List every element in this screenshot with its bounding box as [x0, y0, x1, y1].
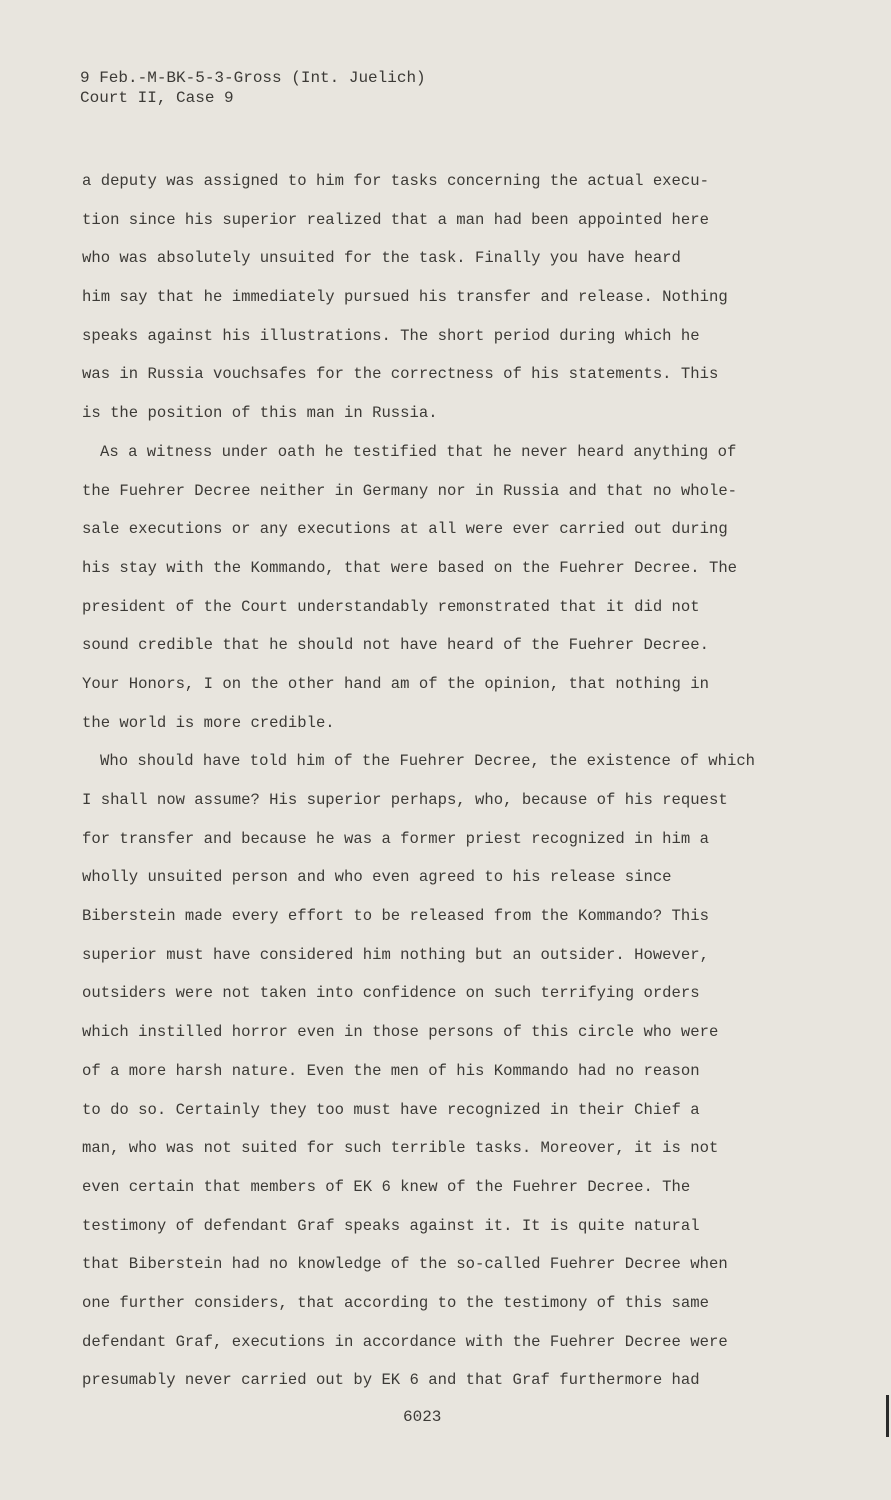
text-line: was in Russia vouchsafes for the correctness of his statements. This: [82, 365, 719, 384]
text-line: presumably never carried out by EK 6 and that Graf furthermore had: [82, 1371, 700, 1390]
document-body: [82, 162, 812, 1400]
text-line: president of the Court understandably remonstrated that it did not: [82, 597, 700, 616]
text-line: the world is more credible.: [82, 713, 335, 732]
text-line: sale executions or any executions at all were ever carried out during: [82, 520, 728, 539]
text-line: a deputy was assigned to him for tasks concerning the actual execu-: [82, 172, 709, 190]
header-line-1: 9 Feb.-M-BK-5-3-Gross (Int. Juelich): [80, 69, 426, 87]
text-line: Biberstein made every effort to be released from the Kommando? This: [82, 907, 709, 926]
header-line-2: Court II, Case 9: [80, 89, 234, 107]
text-line: speaks against his illustrations. The short period during which he: [82, 326, 700, 345]
text-line: sound credible that he should not have heard of the Fuehrer Decree.: [82, 636, 709, 655]
text-line: of a more harsh nature. Even the men of his Kommando had no reason: [82, 1061, 700, 1080]
text-line: his stay with the Kommando, that were based on the Fuehrer Decree. The: [82, 558, 738, 577]
scan-edge-mark: [886, 1395, 889, 1437]
text-line: to do so. Certainly they too must have recognized in their Chief a: [82, 1100, 700, 1119]
text-line: Your Honors, I on the other hand am of the opinion, that nothing in: [82, 674, 709, 693]
text-line: outsiders were not taken into confidence on such terrifying orders: [82, 984, 700, 1003]
document-header: [80, 68, 426, 108]
text-line: is the position of this man in Russia.: [82, 404, 438, 423]
text-line: the Fuehrer Decree neither in Germany nor in Russia and that no whole-: [82, 481, 738, 500]
text-line: tion since his superior realized that a man had been appointed here: [82, 210, 709, 229]
text-line: testimony of defendant Graf speaks against it. It is quite natural: [82, 1216, 700, 1235]
text-line: which instilled horror even in those persons of this circle who were: [82, 1023, 719, 1042]
text-line: As a witness under oath he testified that he never heard anything of: [100, 442, 737, 461]
text-line: man, who was not suited for such terrible tasks. Moreover, it is not: [82, 1139, 719, 1158]
text-line: for transfer and because he was a former priest recognized in him a: [82, 829, 709, 848]
text-line: I shall now assume? His superior perhaps, who, because of his request: [82, 791, 728, 809]
text-line: Who should have told him of the Fuehrer Decree, the existence of which: [100, 752, 756, 771]
text-line: wholly unsuited person and who even agreed to his release since: [82, 868, 672, 887]
text-line: that Biberstein had no knowledge of the so-called Fuehrer Decree when: [82, 1255, 728, 1274]
text-line: even certain that members of EK 6 knew of the Fuehrer Decree. The: [82, 1177, 691, 1196]
text-line: superior must have considered him nothing but an outsider. However,: [82, 945, 709, 964]
text-line: defendant Graf, executions in accordance with the Fuehrer Decree were: [82, 1332, 728, 1351]
page-number: 6023: [403, 1408, 442, 1426]
text-line: who was absolutely unsuited for the task. Finally you have heard: [82, 249, 681, 268]
text-line: one further considers, that according to the testimony of this same: [82, 1293, 709, 1312]
text-line: him say that he immediately pursued his transfer and release. Nothing: [82, 288, 728, 307]
